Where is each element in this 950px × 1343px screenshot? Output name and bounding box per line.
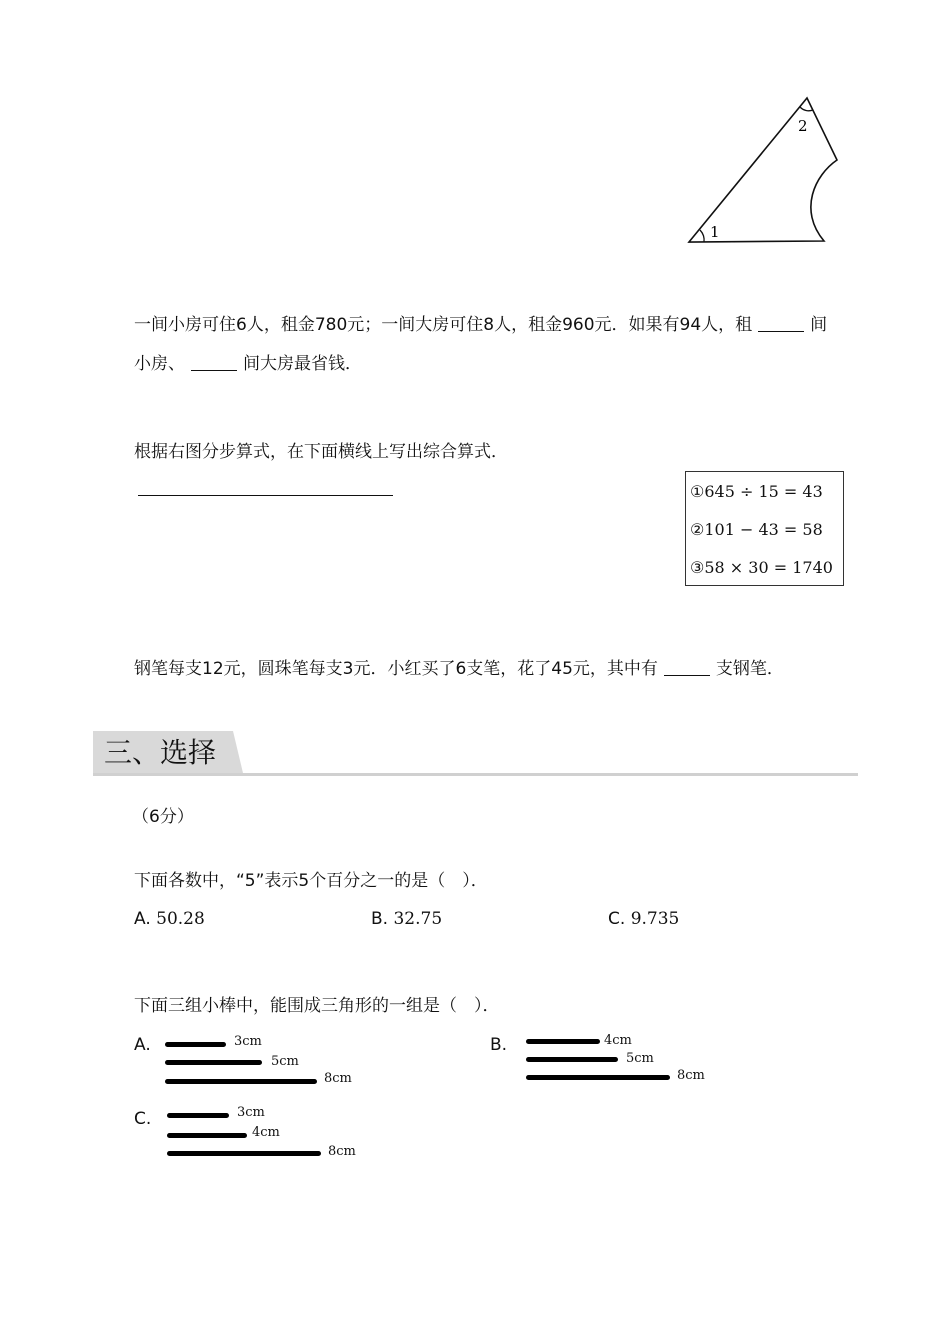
stick-b-2 xyxy=(526,1057,618,1062)
figure-outline xyxy=(689,98,837,242)
stick-c-1-label: 3cm xyxy=(237,1105,265,1120)
rooms-question-text: 一间小房可住6人，租金780元；一间大房可住8人，租金960元．如果有94人，租 xyxy=(134,315,753,335)
formula-question-prompt: 根据右图分步算式，在下面横线上写出综合算式． xyxy=(134,442,508,462)
answer-blank-pens[interactable] xyxy=(664,657,710,676)
stick-a-2 xyxy=(165,1060,262,1065)
digit-option-b[interactable] xyxy=(371,907,442,931)
rooms-question-line2 xyxy=(134,352,362,376)
stick-c-2 xyxy=(167,1133,247,1138)
rooms-question-text-2: 间 xyxy=(810,315,828,335)
sticks-option-a-label[interactable]: A. xyxy=(134,1035,151,1055)
stick-a-3 xyxy=(165,1079,317,1084)
rooms-question-text-4: 间大房最省钱． xyxy=(243,354,362,374)
rooms-question-line1 xyxy=(134,313,827,337)
sticks-question-prompt: 下面三组小棒中，能围成三角形的一组是（ ）． xyxy=(134,996,500,1016)
digit-option-c[interactable] xyxy=(608,907,679,931)
digit-question-prompt: 下面各数中，“5”表示5个百分之一的是（ ）． xyxy=(134,871,488,891)
geometry-figure xyxy=(680,90,850,250)
option-label: C. xyxy=(608,909,626,929)
option-value: 50.28 xyxy=(156,909,205,929)
stick-b-1-label: 4cm xyxy=(604,1033,632,1048)
step-3: ③58 × 30 = 1740 xyxy=(690,558,833,577)
stick-b-3 xyxy=(526,1075,670,1080)
stick-b-1 xyxy=(526,1039,600,1044)
stick-b-2-label: 5cm xyxy=(626,1051,654,1066)
section-title: 三、选择 xyxy=(104,736,217,769)
step-2: ②101 − 43 = 58 xyxy=(690,520,823,539)
option-value: 32.75 xyxy=(393,909,443,929)
sticks-option-c-label[interactable]: C. xyxy=(134,1109,152,1129)
formula-answer-line[interactable] xyxy=(138,495,393,496)
stick-c-2-label: 4cm xyxy=(252,1125,280,1140)
option-label: A. xyxy=(134,909,151,929)
angle1-label: 1 xyxy=(710,223,720,241)
stick-a-1 xyxy=(165,1042,226,1047)
stick-b-3-label: 8cm xyxy=(677,1068,705,1083)
section-score: （6分） xyxy=(132,807,194,827)
step-1: ①645 ÷ 15 = 43 xyxy=(690,482,823,501)
stick-a-2-label: 5cm xyxy=(271,1054,299,1069)
angle1-arc xyxy=(700,230,704,242)
angle2-label: 2 xyxy=(798,117,808,135)
stick-c-3 xyxy=(167,1151,321,1156)
digit-option-a[interactable] xyxy=(134,907,205,931)
option-value: 9.735 xyxy=(630,909,680,929)
stick-c-1 xyxy=(167,1113,229,1118)
sticks-option-b-label[interactable]: B. xyxy=(490,1035,508,1055)
stick-a-3-label: 8cm xyxy=(324,1071,352,1086)
answer-blank-large-rooms[interactable] xyxy=(191,352,237,371)
stick-a-1-label: 3cm xyxy=(234,1034,262,1049)
option-label: B. xyxy=(371,909,389,929)
answer-blank-small-rooms[interactable] xyxy=(758,313,804,332)
stick-c-3-label: 8cm xyxy=(328,1144,356,1159)
pens-question-text: 钢笔每支12元，圆珠笔每支3元．小红买了6支笔，花了45元，其中有 xyxy=(134,659,658,679)
pens-question xyxy=(134,657,784,681)
rooms-question-text-3: 小房、 xyxy=(134,354,185,374)
steps-box xyxy=(685,471,844,586)
pens-question-text-2: 支钢笔． xyxy=(715,659,784,679)
